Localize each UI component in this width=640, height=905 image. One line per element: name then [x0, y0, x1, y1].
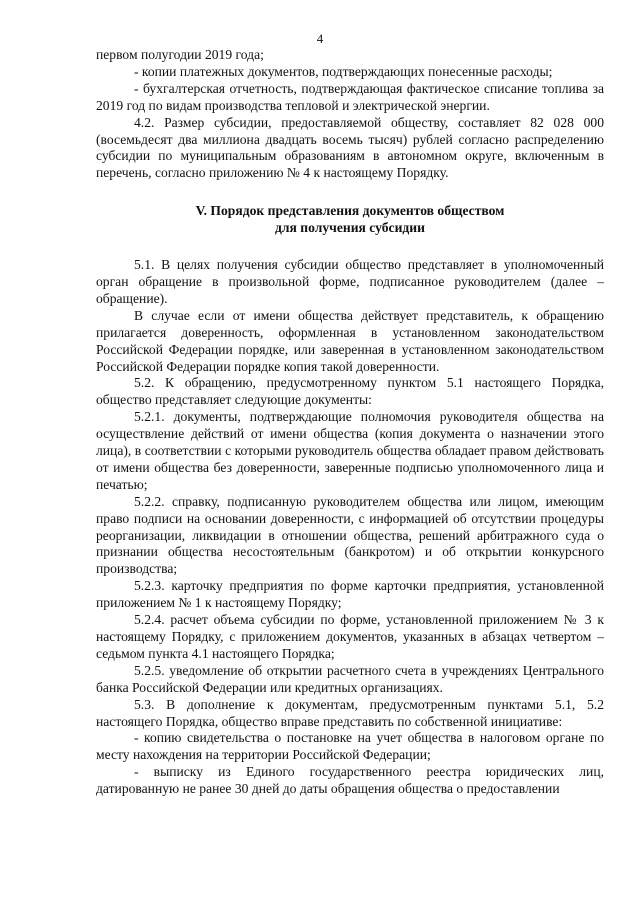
paragraph: первом полугодии 2019 года;	[96, 47, 264, 62]
paragraph: - бухгалтерская отчетность, подтверждающая фактическое списание топлива за 2019 год по видам производства тепловой и электрической энергии.	[96, 80, 604, 113]
section-heading-line-1: V. Порядок представления документов обществом	[195, 203, 505, 219]
paragraph: - копию свидетельства о постановке на учет общества в налоговом органе по месту нахождения на территории Российской Федерации;	[96, 730, 604, 763]
paragraph: 5.2.1. документы, подтверждающие полномочия руководителя общества на осуществление действий от имени общества (копия документа о назначении этого лица), в соответствии с которыми руководитель общества обладает правом действовать от имени общества без доверенности, заверенные подписью уполномоченного лица и печатью;	[96, 409, 604, 492]
paragraph: 5.2.4. расчет объема субсидии по форме, установленной приложением № 3 к настоящему Порядку, с приложением документов, указанных в абзацах четвертом – седьмом пункта 4.1 настоящего Порядка;	[96, 612, 604, 661]
paragraph: 5.2. К обращению, предусмотренному пунктом 5.1 настоящего Порядка, общество представляет следующие документы:	[96, 375, 604, 408]
paragraph: 5.3. В дополнение к документам, предусмотренным пунктами 5.1, 5.2 настоящего Порядка, общество вправе представить по собственной инициативе:	[96, 696, 604, 729]
paragraph: - копии платежных документов, подтверждающих понесенные расходы;	[134, 63, 553, 79]
section-heading-line-2: для получения субсидии	[275, 220, 425, 236]
section-heading	[96, 203, 604, 237]
paragraph: - выписку из Единого государственного реестра юридических лиц, датированную не ранее 30 дней до даты обращения общества о предоставлении	[96, 764, 604, 797]
paragraph: В случае если от имени общества действует представитель, к обращению прилагается доверенность, оформленная в установленном законодательством Российской Федерации порядке, или заверенная в установленном законодательством Российской Федерации порядке копия такой доверенности.	[96, 307, 604, 374]
paragraph: 5.2.2. справку, подписанную руководителем общества или лицом, имеющим право подписи на основании доверенности, с информацией об отсутствии процедуры реорганизации, ликвидации в отношении общества, решений арбитражного суда о признании общества несостоятельным (банкротом) и об открытии конкурсного производства;	[96, 493, 604, 577]
paragraph: 5.1. В целях получения субсидии общество представляет в уполномоченный орган обращение в произвольной форме, подписанное руководителем (далее – обращение).	[96, 257, 604, 306]
paragraphs-top	[96, 47, 604, 182]
paragraphs-bottom	[96, 257, 604, 798]
paragraph: 4.2. Размер субсидии, предоставляемой обществу, составляет 82 028 000 (восемьдесят два миллиона двадцать восемь тысяч) рублей согласно распределению субсидии по муниципальным образованиям в автономном округе, включенным в перечень, согласно приложению № 4 к настоящему Порядку.	[96, 114, 604, 181]
paragraph: 5.2.3. карточку предприятия по форме карточки предприятия, установленной приложением № 1 к настоящему Порядку;	[96, 578, 604, 611]
page-content	[96, 47, 604, 798]
paragraph: 5.2.5. уведомление об открытии расчетного счета в учреждениях Центрального банка Российской Федерации или кредитных организациях.	[96, 662, 604, 695]
page-number: 4	[316, 31, 324, 46]
